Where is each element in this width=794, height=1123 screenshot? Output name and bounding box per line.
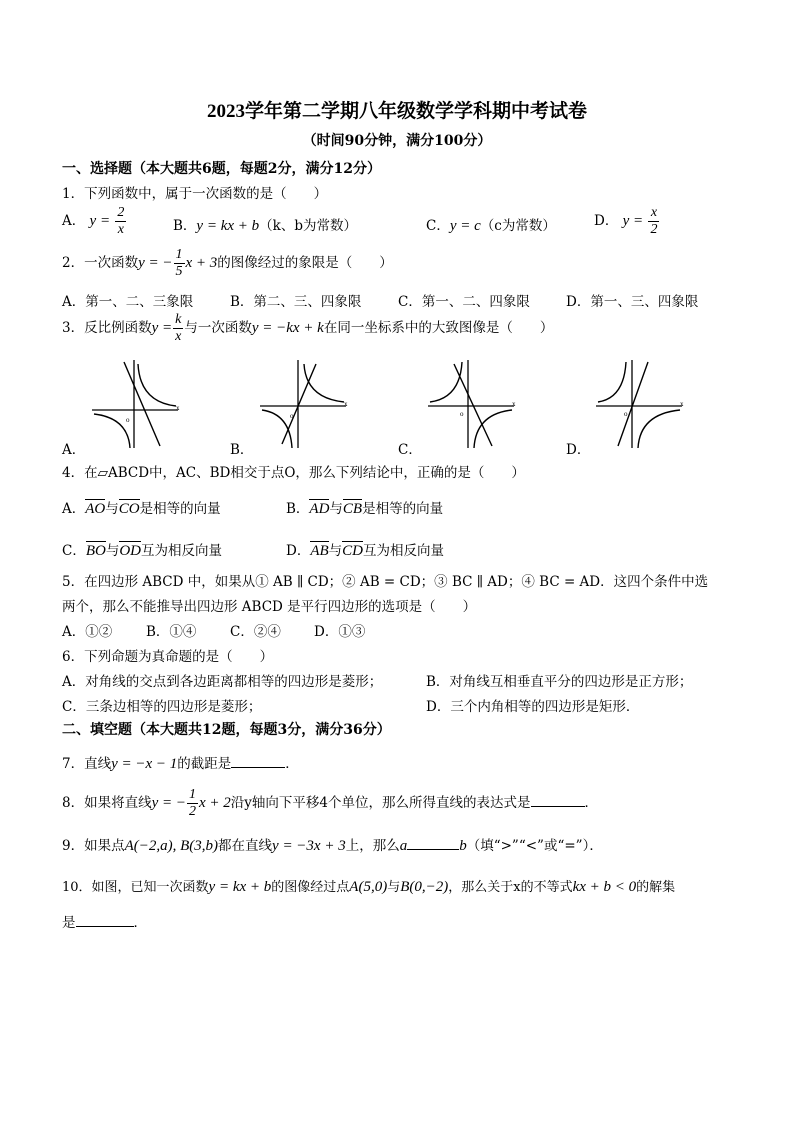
q5-line-1: 5．在四边形 ABCD 中，如果从① AB ∥ CD；② AB = CD；③ BC ∥ AD；④ BC = AD．这四个条件中选 bbox=[62, 574, 709, 590]
section-2-heading: 二、填空题（本大题共12题，每题3分，满分36分） bbox=[62, 722, 391, 738]
hyperbola-branch bbox=[474, 410, 512, 448]
q1-d-fraction: $\frac{x}{2}$ bbox=[650, 205, 658, 237]
q2-option-c: C．第一、二、四象限 bbox=[398, 294, 530, 310]
q6-option-c: C．三条边相等的四边形是菱形； bbox=[62, 699, 262, 715]
q6-option-a: A．对角线的交点到各边距离都相等的四边形是菱形； bbox=[62, 674, 383, 690]
q3-graph-b bbox=[258, 358, 350, 450]
q4-option-c: C．BO与OD互为相反向量 bbox=[62, 543, 223, 559]
svg-text:x: x bbox=[512, 400, 516, 408]
q1-a-fraction: $\frac{2}{x}$ bbox=[117, 205, 125, 237]
hyperbola-branch bbox=[598, 362, 626, 402]
svg-text:x: x bbox=[176, 404, 180, 412]
q3-label-a: A． bbox=[62, 442, 86, 458]
q9: 9．如果点A(−2,a), B(3,b)都在直线y = −3x + 3上，那么a b（填“>”“<”或“=”）． bbox=[62, 838, 603, 854]
q1-a-label: A． bbox=[62, 213, 86, 229]
hyperbola-branch bbox=[304, 364, 344, 402]
q5-option-b: B．①④ bbox=[146, 624, 197, 640]
q2-option-a: A．第一、二、三象限 bbox=[62, 294, 194, 310]
q4-option-b: B．AD与CB是相等的向量 bbox=[286, 501, 444, 517]
q1-option-d: D． y = $\frac{x}{2}$ bbox=[594, 205, 658, 237]
q8: 8．如果将直线y = − $\frac{1}{2}$ x + 2沿y轴向下平移4个单位，那么所得直线的表达式是 ． bbox=[62, 787, 598, 819]
q4-stem: 4．在▱ABCD中，AC、BD相交于点O，那么下列结论中，正确的是（ ） bbox=[62, 465, 525, 481]
q5-option-a: A．①② bbox=[62, 624, 113, 640]
svg-text:o: o bbox=[460, 410, 464, 418]
q3-graph-d bbox=[594, 358, 686, 450]
svg-text:o: o bbox=[624, 410, 628, 418]
exam-subtitle: （时间90分钟，满分100分） bbox=[302, 133, 492, 149]
q1-option-b: B．y = kx + b（k、b为常数） bbox=[173, 218, 357, 234]
line-graph bbox=[454, 364, 492, 446]
q4-option-a: A．AO与CO是相等的向量 bbox=[62, 501, 221, 517]
hyperbola-branch bbox=[262, 410, 292, 448]
q6-stem: 6．下列命题为真命题的是（ ） bbox=[62, 649, 274, 665]
q6-option-d: D．三个内角相等的四边形是矩形． bbox=[426, 699, 640, 715]
answer-blank[interactable] bbox=[231, 767, 285, 768]
q3-label-d: D． bbox=[566, 442, 591, 458]
q1-option-a: A． y = $\frac{2}{x}$ bbox=[62, 205, 125, 237]
q5-option-d: D．①③ bbox=[314, 624, 366, 640]
q3-graph-c bbox=[426, 358, 518, 450]
q4-option-d: D．AB与CD互为相反向量 bbox=[286, 543, 444, 559]
svg-text:o: o bbox=[290, 412, 294, 420]
q3-graph-a bbox=[90, 358, 182, 450]
q5-option-c: C．②④ bbox=[230, 624, 281, 640]
svg-text:x: x bbox=[344, 400, 348, 408]
q3-stem: 3．反比例函数y = $\frac{k}{x}$ 与一次函数y = −kx + k在同一坐标系中的大致图像是（ ） bbox=[62, 312, 554, 344]
q3-label-b: B． bbox=[230, 442, 254, 458]
q7: 7．直线y = −x − 1的截距是 ． bbox=[62, 756, 299, 772]
answer-blank[interactable] bbox=[407, 849, 459, 850]
line-graph bbox=[124, 362, 160, 446]
q10-line-1: 10．如图，已知一次函数y = kx + b的图像经过点A(5,0)与B(0,−2)，那么关于x的不等式kx + b < 0的解集 bbox=[62, 879, 676, 895]
hyperbola-branch bbox=[94, 414, 130, 448]
q1-stem: 1．下列函数中，属于一次函数的是（ ） bbox=[62, 186, 328, 202]
hyperbola-branch bbox=[638, 410, 680, 448]
q6-option-b: B．对角线互相垂直平分的四边形是正方形； bbox=[426, 674, 693, 690]
answer-blank[interactable] bbox=[531, 806, 585, 807]
q2-option-d: D．第一、三、四象限 bbox=[566, 294, 699, 310]
q5-line-2: 两个，那么不能推导出四边形 ABCD 是平行四边形的选项是（ ） bbox=[62, 599, 477, 615]
answer-blank[interactable] bbox=[76, 926, 134, 927]
svg-text:o: o bbox=[126, 416, 130, 424]
hyperbola-branch bbox=[430, 362, 462, 402]
q3-label-c: C． bbox=[398, 442, 422, 458]
svg-text:x: x bbox=[680, 400, 684, 408]
q1-option-c: C．y = c（c为常数） bbox=[426, 218, 556, 234]
section-1-heading: 一、选择题（本大题共6题，每题2分，满分12分） bbox=[62, 161, 381, 177]
line-graph bbox=[618, 362, 648, 446]
hyperbola-branch bbox=[138, 364, 176, 406]
q2-stem: 2．一次函数y = − $\frac{1}{5}$ x + 3的图像经过的象限是（ ） bbox=[62, 247, 393, 279]
q10-line-2: 是 ． bbox=[62, 915, 147, 931]
q2-option-b: B．第二、三、四象限 bbox=[230, 294, 362, 310]
line-graph bbox=[282, 364, 316, 444]
exam-title: 2023学年第二学期八年级数学学科期中考试卷 bbox=[206, 101, 587, 122]
